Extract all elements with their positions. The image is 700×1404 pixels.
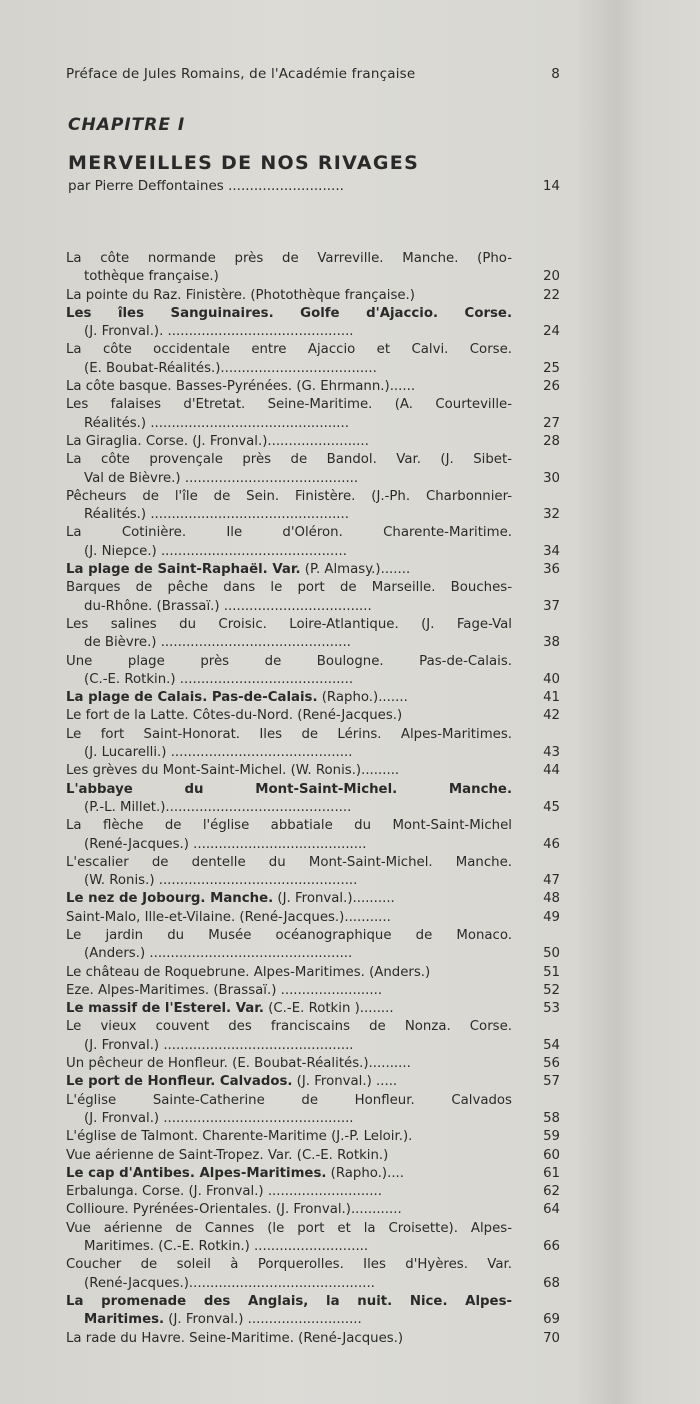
chapter-heading: CHAPITRE I xyxy=(68,115,186,135)
list-item xyxy=(66,1256,560,1293)
entry-caption xyxy=(66,341,512,378)
entry-line: (W. Ronis.) ............................................... xyxy=(84,873,358,889)
entry-page-number: 43 xyxy=(543,745,560,761)
entry-page-number: 41 xyxy=(543,690,560,706)
entry-caption xyxy=(66,1000,512,1018)
entry-line xyxy=(66,781,512,799)
entry-line: La Cotinière. Ile d'Oléron. Charente-Maritime. xyxy=(66,525,512,541)
list-item xyxy=(66,451,560,488)
list-item xyxy=(66,781,560,818)
entry-line: (René-Jacques.) ......................................... xyxy=(84,836,367,852)
entry-caption xyxy=(66,982,512,1000)
entry-page-number: 53 xyxy=(543,1001,560,1017)
preface-text: Préface de Jules Romains, de l'Académie française xyxy=(66,66,416,82)
entry-line xyxy=(66,1000,512,1018)
entry-line: Pêcheurs de l'île de Sein. Finistère. (J.-Ph. Charbonnier- xyxy=(66,488,512,504)
list-item xyxy=(66,653,560,690)
entry-line: Val de Bièvre.) ......................................... xyxy=(84,470,359,486)
entry-line: Le château de Roquebrune. Alpes-Maritimes. (Anders.) xyxy=(66,964,431,980)
entry-line xyxy=(66,890,512,908)
entry-line: L'escalier de dentelle du Mont-Saint-Michel. Manche. xyxy=(66,854,512,870)
entry-page-number: 37 xyxy=(543,598,560,614)
list-item xyxy=(66,1201,560,1219)
entry-page-number: 52 xyxy=(543,982,560,998)
entry-page-number: 42 xyxy=(543,708,560,724)
list-item xyxy=(66,817,560,854)
entry-caption xyxy=(66,1147,512,1165)
entry-line: Les salines du Croisic. Loire-Atlantique. (J. Fage-Val xyxy=(66,616,512,632)
entry-line: La Giraglia. Corse. (J. Fronval.)........................ xyxy=(66,433,369,449)
entry-caption xyxy=(66,1183,512,1201)
entry-line: tothèque française.) xyxy=(84,269,219,285)
entry-page-number: 30 xyxy=(543,470,560,486)
entry-caption xyxy=(66,1220,512,1257)
entry-caption xyxy=(66,1018,512,1055)
entry-caption xyxy=(66,561,512,579)
entry-page-number: 22 xyxy=(543,287,560,303)
list-item xyxy=(66,927,560,964)
entry-line: L'église Sainte-Catherine de Honfleur. Calvados xyxy=(66,1092,512,1108)
entry-line: (J. Fronval.). ............................................ xyxy=(84,324,354,340)
entry-page-number: 32 xyxy=(543,507,560,523)
list-item xyxy=(66,1293,560,1330)
entry-caption xyxy=(66,378,512,396)
entry-line: La côte normande près de Varreville. Manche. (Pho- xyxy=(66,251,512,266)
entry-caption xyxy=(66,781,512,818)
entry-line: Les falaises d'Etretat. Seine-Maritime. (A. Courteville- xyxy=(66,397,512,413)
entry-page-number: 60 xyxy=(543,1147,560,1163)
entry-caption xyxy=(66,890,512,908)
entry-caption xyxy=(66,1293,512,1330)
entry-line xyxy=(66,1293,512,1311)
entry-page-number: 45 xyxy=(543,799,560,815)
entry-credit: (J. Fronval.) ........................... xyxy=(164,1312,362,1328)
list-item xyxy=(66,1092,560,1129)
entry-page-number: 51 xyxy=(543,964,560,980)
list-item xyxy=(66,1128,560,1146)
entry-credit: (C.-E. Rotkin )........ xyxy=(263,1001,394,1017)
entry-line: La rade du Havre. Seine-Maritime. (René-Jacques.) xyxy=(66,1330,404,1346)
table-of-plates xyxy=(66,250,560,1348)
list-item xyxy=(66,305,560,342)
entry-line: La pointe du Raz. Finistère. (Photothèque française.) xyxy=(66,287,415,303)
entry-line: (Anders.) ................................................ xyxy=(84,946,353,962)
entry-line: Le vieux couvent des franciscains de Nonza. Corse. xyxy=(66,1019,512,1035)
list-item xyxy=(66,726,560,763)
list-item xyxy=(66,488,560,525)
entry-line: (J. Niepce.) ............................................ xyxy=(84,543,347,559)
list-item xyxy=(66,689,560,707)
list-item xyxy=(66,964,560,982)
entry-bold-text: La plage de Calais. Pas-de-Calais. xyxy=(66,690,318,706)
entry-line xyxy=(66,1165,512,1183)
list-item xyxy=(66,762,560,780)
entry-page-number: 36 xyxy=(543,562,560,578)
entry-line: Coucher de soleil à Porquerolles. Iles d'Hyères. Var. xyxy=(66,1257,512,1273)
entry-page-number: 44 xyxy=(543,763,560,779)
entry-page-number: 38 xyxy=(543,635,560,651)
list-item xyxy=(66,1330,560,1348)
list-item xyxy=(66,341,560,378)
entry-line xyxy=(66,689,512,707)
entry-line: (C.-E. Rotkin.) ......................................... xyxy=(84,671,354,687)
list-item xyxy=(66,982,560,1000)
entry-page-number: 58 xyxy=(543,1110,560,1126)
entry-bold-text: Le port de Honfleur. Calvados. xyxy=(66,1074,293,1090)
entry-line: La flèche de l'église abbatiale du Mont-Saint-Michel xyxy=(66,818,512,834)
entry-caption xyxy=(66,1073,512,1091)
entry-caption xyxy=(66,689,512,707)
list-item xyxy=(66,287,560,305)
entry-bold-text: Les îles Sanguinaires. Golfe d'Ajaccio. Corse. xyxy=(66,305,512,321)
entry-line: Le fort de la Latte. Côtes-du-Nord. (René-Jacques.) xyxy=(66,708,403,724)
entry-line: Réalités.) ............................................... xyxy=(84,415,349,431)
list-item xyxy=(66,1055,560,1073)
entry-caption xyxy=(66,305,512,342)
entry-line: de Bièvre.) ............................................. xyxy=(84,635,351,651)
entry-line xyxy=(66,1073,512,1091)
entry-page-number: 56 xyxy=(543,1056,560,1072)
entry-line: Réalités.) ............................................... xyxy=(84,507,349,523)
entry-line: (P.-L. Millet.)............................................ xyxy=(84,799,352,815)
entry-page-number: 20 xyxy=(543,269,560,285)
entry-caption xyxy=(66,927,512,964)
entry-caption xyxy=(66,433,512,451)
entry-page-number: 61 xyxy=(543,1165,560,1181)
entry-caption xyxy=(66,451,512,488)
entry-line: Eze. Alpes-Maritimes. (Brassaï.) ........................ xyxy=(66,982,383,998)
entry-caption xyxy=(66,579,512,616)
list-item xyxy=(66,707,560,725)
entry-line: La côte occidentale entre Ajaccio et Calvi. Corse. xyxy=(66,342,512,358)
entry-caption xyxy=(66,1128,512,1146)
entry-page-number: 40 xyxy=(543,671,560,687)
entry-bold-text: Le cap d'Antibes. Alpes-Maritimes. xyxy=(66,1165,327,1181)
entry-credit: (Rapho.).... xyxy=(326,1165,405,1181)
entry-page-number: 59 xyxy=(543,1129,560,1145)
entry-page-number: 48 xyxy=(543,891,560,907)
entry-page-number: 62 xyxy=(543,1184,560,1200)
list-item xyxy=(66,1220,560,1257)
entry-line: Erbalunga. Corse. (J. Fronval.) ........................... xyxy=(66,1184,382,1200)
entry-caption xyxy=(66,1092,512,1129)
entry-page-number: 46 xyxy=(543,836,560,852)
entry-page-number: 49 xyxy=(543,909,560,925)
entry-bold-text: La plage de Saint-Raphaël. Var. xyxy=(66,562,301,578)
entry-line: Un pêcheur de Honfleur. (E. Boubat-Réalités.).......... xyxy=(66,1056,411,1072)
entry-line: (E. Boubat-Réalités.)..................................... xyxy=(84,360,377,376)
list-item xyxy=(66,1018,560,1055)
entry-line: Collioure. Pyrénées-Orientales. (J. Fronval.)............ xyxy=(66,1202,402,1218)
entry-bold-text: Le massif de l'Esterel. Var. xyxy=(66,1001,264,1017)
entry-line: Une plage près de Boulogne. Pas-de-Calais. xyxy=(66,653,512,669)
list-item xyxy=(66,1165,560,1183)
entry-page-number: 66 xyxy=(543,1239,560,1255)
entry-line: (J. Fronval.) ............................................. xyxy=(84,1037,354,1053)
entry-caption xyxy=(66,817,512,854)
entry-line: Vue aérienne de Cannes (le port et la Croisette). Alpes- xyxy=(66,1220,512,1236)
entry-page-number: 24 xyxy=(543,324,560,340)
entry-page-number: 25 xyxy=(543,360,560,376)
entry-line: La côte basque. Basses-Pyrénées. (G. Ehrmann.)...... xyxy=(66,379,416,395)
list-item xyxy=(66,890,560,908)
entry-credit: (J. Fronval.).......... xyxy=(273,891,395,907)
entry-page-number: 64 xyxy=(543,1202,560,1218)
author-page: 14 xyxy=(542,178,560,194)
entry-page-number: 57 xyxy=(543,1074,560,1090)
entry-line: Le fort Saint-Honorat. Iles de Lérins. Alpes-Maritimes. xyxy=(66,726,512,742)
entry-caption xyxy=(66,653,512,690)
author-text: par Pierre Deffontaines ........................... xyxy=(68,178,344,194)
entry-caption xyxy=(66,250,512,287)
entry-caption xyxy=(66,524,512,561)
preface-line xyxy=(66,66,560,84)
entry-caption xyxy=(66,964,512,982)
entry-page-number: 50 xyxy=(543,946,560,962)
list-item xyxy=(66,1000,560,1018)
entry-line: Les grèves du Mont-Saint-Michel. (W. Ronis.)......... xyxy=(66,763,400,779)
entry-page-number: 70 xyxy=(543,1330,560,1346)
list-item xyxy=(66,616,560,653)
entry-caption xyxy=(66,287,512,305)
entry-line: La côte provençale près de Bandol. Var. (J. Sibet- xyxy=(66,452,512,468)
entry-page-number: 68 xyxy=(543,1275,560,1291)
entry-line: (René-Jacques.)............................................ xyxy=(84,1275,375,1291)
entry-credit: (P. Almasy.)....... xyxy=(300,562,411,578)
chapter-author xyxy=(68,178,560,196)
entry-credit: (Rapho.)....... xyxy=(317,690,408,706)
entry-bold-text: Le nez de Jobourg. Manche. xyxy=(66,891,274,907)
list-item xyxy=(66,396,560,433)
entry-line: Le jardin du Musée océanographique de Monaco. xyxy=(66,927,512,943)
entry-credit: (J. Fronval.) ..... xyxy=(292,1074,398,1090)
entry-caption xyxy=(66,707,512,725)
entry-caption xyxy=(66,726,512,763)
list-item xyxy=(66,561,560,579)
entry-caption xyxy=(66,1055,512,1073)
entry-line: Saint-Malo, Ille-et-Vilaine. (René-Jacques.)........... xyxy=(66,909,391,925)
entry-line: Maritimes. (C.-E. Rotkin.) ........................... xyxy=(84,1239,369,1255)
list-item xyxy=(66,1183,560,1201)
entry-caption xyxy=(66,1165,512,1183)
entry-page-number: 34 xyxy=(543,543,560,559)
entry-line xyxy=(66,305,512,323)
chapter-title: MERVEILLES DE NOS RIVAGES xyxy=(68,152,420,174)
entry-caption xyxy=(66,909,512,927)
preface-page: 8 xyxy=(551,66,560,82)
entry-caption xyxy=(66,854,512,891)
entry-line: (J. Fronval.) ............................................. xyxy=(84,1110,354,1126)
list-item xyxy=(66,1147,560,1165)
entry-line xyxy=(66,1311,512,1329)
list-item xyxy=(66,854,560,891)
entry-page-number: 54 xyxy=(543,1037,560,1053)
entry-line: L'église de Talmont. Charente-Maritime (J.-P. Leloir.). xyxy=(66,1129,413,1145)
entry-page-number: 47 xyxy=(543,873,560,889)
entry-line: du-Rhône. (Brassaï.) ................................... xyxy=(84,598,372,614)
entry-line: Vue aérienne de Saint-Tropez. Var. (C.-E. Rotkin.) xyxy=(66,1147,389,1163)
entry-bold-text: Maritimes. xyxy=(84,1312,165,1328)
list-item xyxy=(66,909,560,927)
entry-caption xyxy=(66,616,512,653)
entry-bold-text: La promenade des Anglais, la nuit. Nice. Alpes- xyxy=(66,1293,512,1309)
entry-caption xyxy=(66,1201,512,1219)
entry-caption xyxy=(66,1256,512,1293)
entry-page-number: 26 xyxy=(543,379,560,395)
entry-page-number: 28 xyxy=(543,433,560,449)
list-item xyxy=(66,579,560,616)
entry-caption xyxy=(66,762,512,780)
entry-caption xyxy=(66,488,512,525)
entry-caption xyxy=(66,396,512,433)
list-item xyxy=(66,250,560,287)
list-item xyxy=(66,524,560,561)
entry-caption xyxy=(66,1330,512,1348)
list-item xyxy=(66,378,560,396)
entry-line: Barques de pêche dans le port de Marseille. Bouches- xyxy=(66,580,512,596)
entry-page-number: 27 xyxy=(543,415,560,431)
entry-bold-text: L'abbaye du Mont-Saint-Michel. Manche. xyxy=(66,781,512,797)
entry-line: (J. Lucarelli.) ........................................... xyxy=(84,745,353,761)
list-item xyxy=(66,433,560,451)
list-item xyxy=(66,1073,560,1091)
entry-line xyxy=(66,561,512,579)
entry-page-number: 69 xyxy=(543,1312,560,1328)
